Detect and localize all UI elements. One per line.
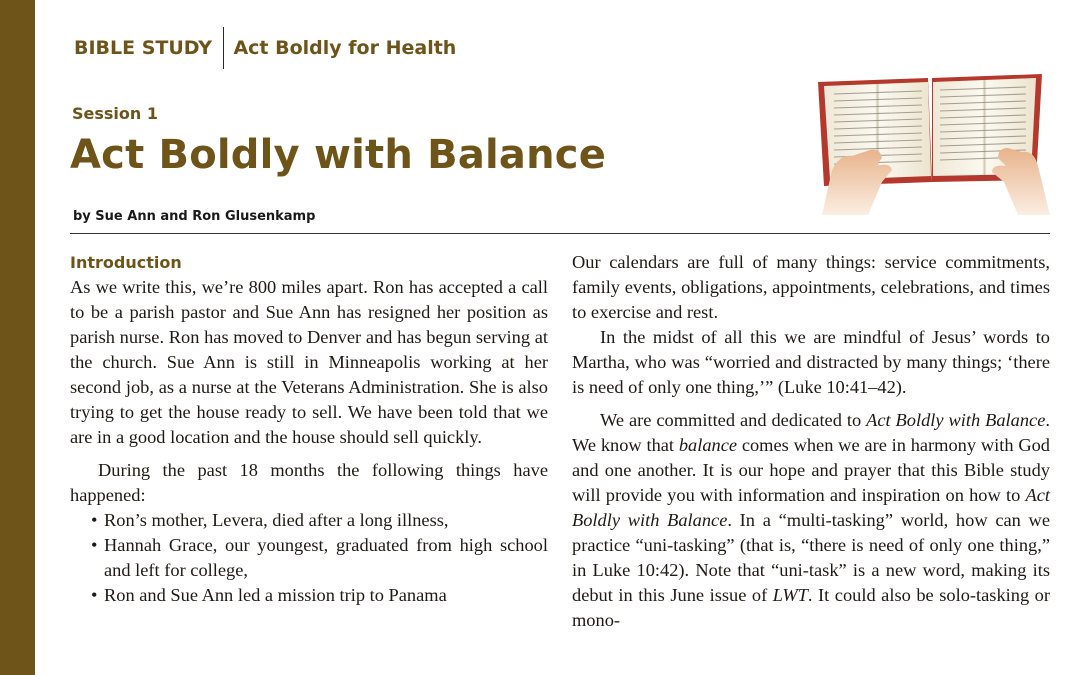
header-rule (70, 233, 1050, 234)
running-header (74, 34, 456, 62)
article-title: Act Boldly with Balance (70, 132, 607, 178)
right-paragraph-1: Our calendars are full of many things: service commitments, family events, obligations, appointments, celebrations, and times to exercise and rest. (572, 252, 1050, 322)
header-series-label: Act Boldly for Health (233, 37, 457, 59)
right-paragraph-2: In the midst of all this we are mindful of Jesus’ words to Martha, who was “worried and distracted by many things; ‘there is need of only one thing,’” (Luke 10:41–42). (572, 327, 1050, 397)
intro-paragraph-2: During the past 18 months the following things have happened: (70, 460, 548, 505)
header-section-label: BIBLE STUDY (74, 37, 212, 59)
page-side-bar (0, 0, 35, 675)
list-item: • Ron’s mother, Levera, died after a long illness, (91, 510, 449, 530)
list-item: • Ron and Sue Ann led a mission trip to Panama (91, 585, 447, 605)
left-column (70, 250, 548, 608)
events-list (70, 508, 548, 608)
header-divider (223, 27, 225, 69)
article-byline: by Sue Ann and Ron Glusenkamp (73, 209, 316, 224)
session-label: Session 1 (72, 104, 158, 123)
right-column (572, 250, 1050, 633)
hands-holding-bible-image (812, 70, 1050, 215)
list-item: • Hannah Grace, our youngest, graduated from high school and left for college, (91, 535, 548, 580)
introduction-heading: Introduction (70, 253, 182, 272)
right-paragraph-3: We are committed and dedicated to Act Boldly with Balance. We know that balance comes when we are in harmony with God and one another. It is our hope and prayer that this Bible study will provide you with information and inspiration on how to Act Boldly with Balance. In a “multi-tasking” world, how can we practice “uni-tasking” (that is, “there is need of only one thing,” in Luke 10:42). Note that “uni-task” is a new word, making its debut in this June issue of LWT. It could also be solo-tasking or mono- (572, 410, 1050, 630)
intro-paragraph-1: As we write this, we’re 800 miles apart. Ron has accepted a call to be a parish pastor and Sue Ann has resigned her position as parish nurse. Ron has moved to Denver and has begun serving at the church. Sue Ann is still in Minneapolis working at her second job, as a nurse at the Veterans Administration. She is also trying to get the house ready to sell. We have been told that we are in a good location and the house should sell quickly. (70, 277, 548, 447)
